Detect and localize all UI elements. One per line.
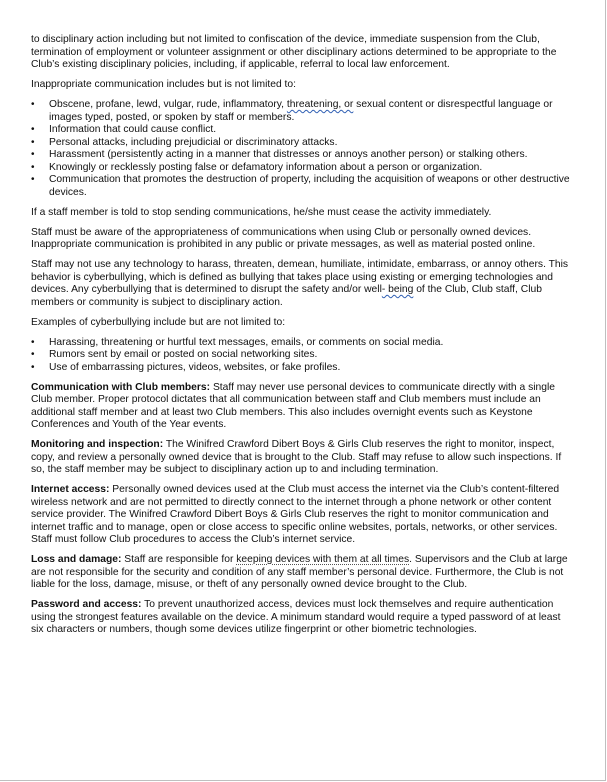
paragraph-appropriateness: Staff must be aware of the appropriateness of communications when using Club or personally owned devices. Inappropriate communication is prohibited in any public or private messages, as well as material posted online. <box>31 226 536 250</box>
list-item: • Harassing, threatening or hurtful text messages, emails, or comments on social media. <box>31 336 444 348</box>
bullet-icon: • <box>31 336 35 348</box>
bullet-icon: • <box>31 124 35 135</box>
bullet-icon: • <box>31 136 35 148</box>
list-item: • Rumors sent by email or posted on social networking sites. <box>31 349 318 360</box>
section-communication-with-club-members: Communication with Club members: Staff may never use personal devices to communicate directly with a single Club member. Proper protocol dictates that all communication between staff and Club members must include an additional staff member and at least two Club members. This also includes overnight events such as Keystone Conferences and Youth of the Year events. <box>31 381 555 430</box>
paragraph-inappropriate-intro: Inappropriate communication includes but is not limited to: <box>31 79 296 90</box>
spellcheck-underline: threatening, or <box>286 99 354 110</box>
paragraph-disciplinary-action: to disciplinary action including but not limited to confiscation of the device, immediate suspension from the Club, termination of employment or volunteer assignment or other disciplinary actions determined to be appropriate to the Club’s existing disciplinary policies, including, if applicable, referral to local law enforcement. <box>31 34 557 70</box>
paragraph-stop-sending: If a staff member is told to stop sending communications, he/she must cease the activity immediately. <box>31 206 492 218</box>
document-body <box>31 34 572 644</box>
paragraph-cyberbullying-definition: Staff may not use any technology to harass, threaten, demean, humiliate, intimidate, embarrass, or annoy others. This behavior is cyberbullying, which is defined as bullying that takes place using existing or emerging technologies and devices. Any cyberbullying that is determined to disrupt the safety and/or well- being of the Club, Club staff, Club members or community is subject to disciplinary action. <box>31 259 569 308</box>
section-heading: Monitoring and inspection: <box>31 439 164 450</box>
section-loss-and-damage: Loss and damage: Staff are responsible for keeping devices with them at all times. Supervisors and the Club at large are not responsible for the security and condition of any staff member’s personal device. Furthermore, the Club is not liable for the loss, damage, misuse, or theft of any personally owned device brought to the Club. <box>31 554 568 590</box>
section-internet-access: Internet access: Personally owned devices used at the Club must access the internet via the Club’s content-filtered wireless network and are not permitted to directly connect to the internet through a phone network or other content service provider. The Winifred Crawford Dibert Boys & Girls Club reserves the right to monitor communication and internet traffic and to manage, open or close access to specific online websites, portals, networks, or other services. Staff must follow Club procedures to access the Club’s internet service. <box>31 484 560 545</box>
section-heading: Loss and damage: <box>31 554 122 565</box>
section-heading: Password and access: <box>31 599 142 610</box>
list-item: • Harassment (persistently acting in a manner that distresses or annoys another person) or stalking others. <box>31 149 528 160</box>
section-heading: Internet access: <box>31 484 110 495</box>
bullet-icon: • <box>31 99 35 110</box>
bullet-icon: • <box>31 349 35 360</box>
bullet-icon: • <box>31 174 35 185</box>
spellcheck-underline: - being <box>381 284 414 295</box>
list-item: • Obscene, profane, lewd, vulgar, rude, inflammatory, threatening, or sexual content or disrespectful language or images typed, posted, or spoken by staff or members. <box>31 99 553 123</box>
list-item: • Knowingly or recklessly posting false or defamatory information about a person or organization. <box>31 161 483 173</box>
bullet-icon: • <box>31 149 35 160</box>
grammar-underline: keeping devices with them at all times <box>236 554 410 565</box>
bullet-icon: • <box>31 361 35 373</box>
cyberbullying-examples-list <box>31 337 572 375</box>
section-monitoring-and-inspection: Monitoring and inspection: The Winifred Crawford Dibert Boys & Girls Club reserves the right to monitor, inspect, copy, and review a personally owned device that is brought to the Club. Staff may refuse to allow such inspections. If so, the staff member may be subject to disciplinary action up to and including termination. <box>31 439 562 475</box>
list-item: • Communication that promotes the destruction of property, including the acquisition of weapons or other destructive devices. <box>31 174 570 198</box>
list-item: • Personal attacks, including prejudicial or discriminatory attacks. <box>31 136 338 148</box>
section-heading: Communication with Club members: <box>31 381 211 393</box>
paragraph-cyberbullying-examples-intro: Examples of cyberbullying include but are not limited to: <box>31 316 286 328</box>
bullet-icon: • <box>31 161 35 173</box>
inappropriate-communication-list <box>31 99 572 199</box>
section-password-and-access: Password and access: To prevent unauthorized access, devices must lock themselves and require authentication using the strongest features available on the device. A minimum standard would require a typed password of at least six characters or numbers, though some devices utilize fingerprint or other biometric technologies. <box>31 599 561 635</box>
list-item: • Use of embarrassing pictures, videos, websites, or fake profiles. <box>31 361 341 373</box>
list-item: • Information that could cause conflict. <box>31 124 217 135</box>
